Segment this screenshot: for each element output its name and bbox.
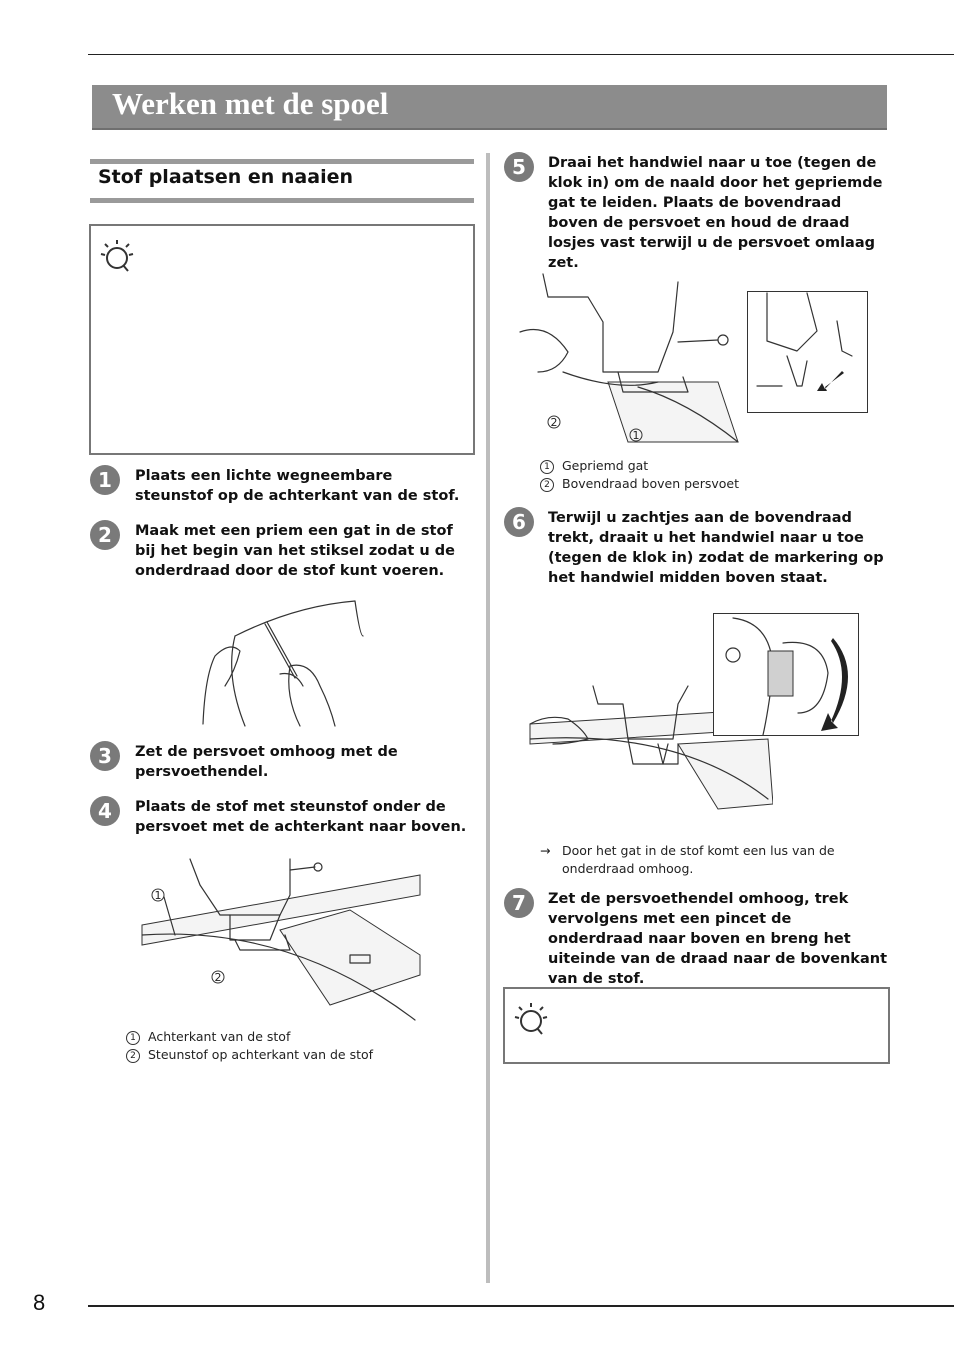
column-divider (486, 153, 490, 1283)
step-text: Draai het handwiel naar u toe (tegen de klok in) om de naald door het gepriemde gat te leiden. Plaats de bovendraad boven de persvoet en houd de draad losjes vast terwijl u de persvoet omlaag zet. (548, 155, 883, 271)
caption-text: Gepriemd gat (562, 458, 649, 473)
caption-row (540, 457, 739, 475)
needle-through-hole-illustration (518, 272, 743, 452)
presser-foot-lever-inset (747, 291, 868, 413)
page-title: Werken met de spoel (112, 86, 389, 121)
caption-number: 1 (540, 460, 554, 474)
caption-text: Bovendraad boven persvoet (562, 476, 740, 491)
step-number: 3 (90, 741, 120, 771)
note-icon (99, 236, 135, 276)
step-number: 6 (504, 507, 534, 537)
step-text: Zet de persvoethendel omhoog, trek vervolgens met een pincet de onderdraad naar boven en breng het uiteinde van de draad naar de bovenkant van de stof. (548, 891, 887, 987)
note-box (89, 224, 475, 455)
caption-row (126, 1046, 373, 1064)
caption-row (540, 475, 739, 493)
caption-number: 2 (126, 1049, 140, 1063)
figure-caption-list (126, 1028, 373, 1064)
callout-label: 2 (550, 416, 558, 429)
callout-label: 1 (154, 889, 162, 902)
presser-foot-fabric-illustration (140, 855, 422, 1025)
result-text: Door het gat in de stof komt een lus van de onderdraad omhoog. (562, 843, 835, 876)
note-box (503, 987, 890, 1064)
caption-row (126, 1028, 373, 1046)
result-note (540, 842, 850, 878)
handwheel-inset (713, 613, 859, 736)
step-number: 4 (90, 796, 120, 826)
page-title-bar (92, 85, 887, 130)
caption-text: Achterkant van de stof (148, 1029, 291, 1044)
caption-number: 2 (540, 478, 554, 492)
section-rule-top (90, 159, 474, 164)
section-rule-bottom (90, 198, 474, 203)
step-text: Maak met een priem een gat in de stof bij het begin van het stiksel zodat u de onderdraad door de stof kunt voeren. (135, 523, 455, 579)
top-rule (88, 54, 954, 55)
step-text: Plaats een lichte wegneembare steunstof op de achterkant van de stof. (135, 468, 460, 504)
step-number: 7 (504, 888, 534, 918)
step-text: Zet de persvoet omhoog met de persvoethendel. (135, 744, 398, 780)
figure-caption-list (540, 457, 739, 493)
callout-label: 2 (214, 971, 222, 984)
step-number: 2 (90, 520, 120, 550)
step-number: 1 (90, 465, 120, 495)
result-arrow-icon: → (540, 843, 551, 858)
step-number: 5 (504, 152, 534, 182)
note-icon (513, 999, 549, 1039)
page-number: 8 (33, 1290, 46, 1315)
section-heading: Stof plaatsen en naaien (98, 166, 353, 188)
bottom-rule (88, 1305, 954, 1307)
awl-illustration (195, 596, 370, 728)
step-text: Plaats de stof met steunstof onder de persvoet met de achterkant naar boven. (135, 799, 467, 835)
caption-text: Steunstof op achterkant van de stof (148, 1047, 374, 1062)
step-text: Terwijl u zachtjes aan de bovendraad trekt, draait u het handwiel naar u toe (tegen de klok in) zodat de markering op het handwiel midden boven staat. (548, 510, 884, 586)
caption-number: 1 (126, 1031, 140, 1045)
callout-label: 1 (632, 429, 640, 442)
